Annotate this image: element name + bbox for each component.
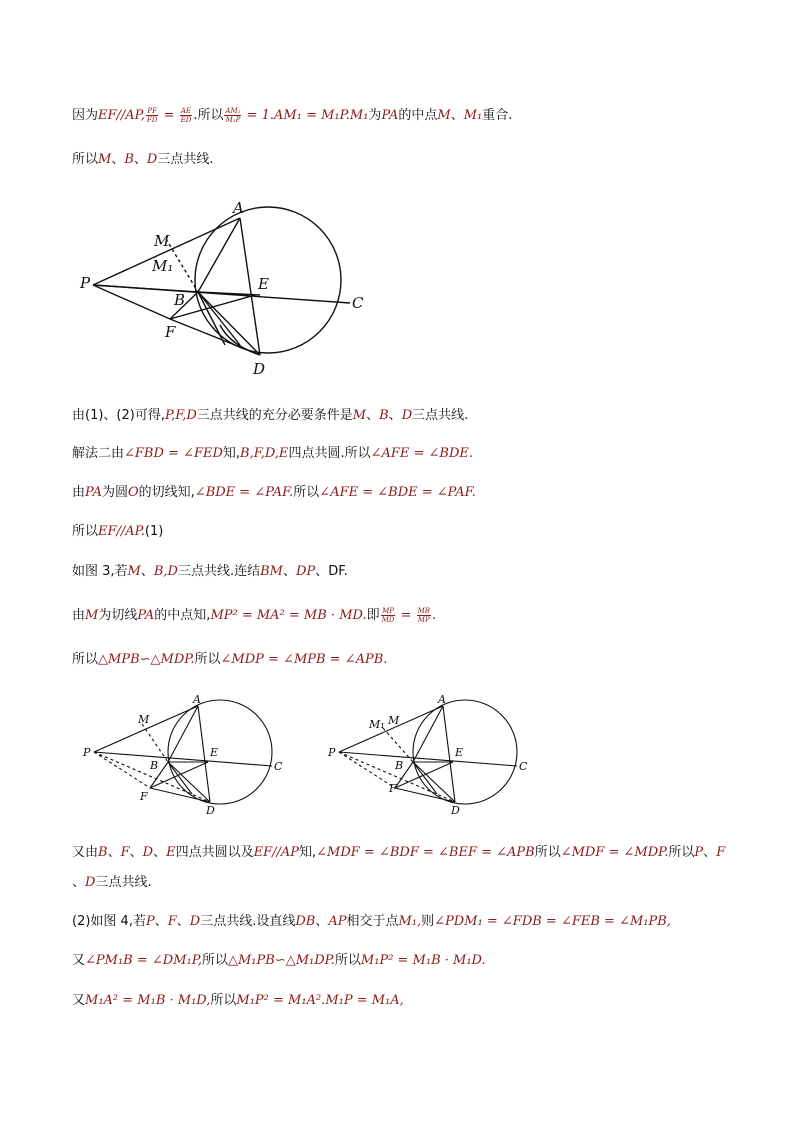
text-run: 、 [111,152,125,167]
math-run: AP [328,914,347,929]
math-run: D [189,914,201,929]
fig1-label-P: P [80,274,91,292]
fraction-denominator: MP [417,616,430,624]
math-run: D [85,875,96,890]
fig3-label-P: P [83,746,91,759]
fraction-numerator: MB [417,607,430,615]
text-run: 所以 [72,652,99,667]
math-run: M [85,608,99,623]
fig1-label-M: M [154,232,170,250]
math-run: BM [260,564,283,579]
text-run: 相交于点 [346,914,399,929]
text-run: 、 [129,845,143,860]
text-run: 知, [222,446,241,461]
text-run: 、 [176,914,190,929]
math-run: ∠PM₁B = ∠DM₁P, [85,953,202,968]
text-line-4 [72,444,473,464]
math-run: O [127,485,139,500]
text-run: 、 [153,845,167,860]
fig4-label-D: D [451,804,460,817]
math-run: ∠FBD = ∠FED [124,446,223,461]
fig3-label-C: C [274,760,283,773]
text-run: 解法二由 [72,446,125,461]
text-line-11 [72,873,152,893]
text-run: 为切线 [98,608,138,623]
fraction-denominator: M₁P [225,116,241,124]
math-run: PA [137,608,155,623]
fig3-label-E: E [210,746,219,759]
math-run: PA [381,108,399,123]
text-run: 所以 [194,652,221,667]
math-run: ∠AFE = ∠BDE. [370,446,474,461]
text-run: .所以 [193,108,224,123]
fig1-label-E: E [258,275,269,293]
text-run: 、 [315,914,329,929]
math-run: ∠MDF = ∠BDF = ∠BEF = ∠APB [316,845,535,860]
fig4-label-C: C [519,760,528,773]
fig1-label-F: F [165,323,176,341]
text-run: 因为 [72,108,99,123]
figure-4 [325,692,545,822]
text-line-12 [72,912,671,932]
text-run: 、 [450,108,464,123]
math-run: M₁ [463,108,483,123]
math-run: EF//AP [253,845,300,860]
text-run: 、 [703,845,717,860]
text-line-5 [72,483,476,503]
text-run: 三点共线. [157,152,214,167]
math-run: F [120,845,130,860]
math-run: B [98,845,108,860]
text-run: 、 [72,875,86,890]
fraction-numerator: AM₁ [225,107,241,115]
math-run: M₁, [398,914,422,929]
text-run: 三点共线.连结 [177,564,261,579]
fraction [180,107,193,124]
fraction-numerator: AE [180,107,192,115]
text-run: 为圆 [101,485,128,500]
fraction-numerator: MP [382,607,394,615]
text-line-3 [72,406,468,426]
text-run: 又由 [72,845,99,860]
fig4-label-A: A [438,693,446,706]
text-run: 由(1)、(2)可得, [72,408,165,423]
math-run: E [166,845,176,860]
text-run: 所以 [201,953,228,968]
math-run: D [146,152,158,167]
text-run: 由 [72,608,86,623]
text-run: 的中点知, [154,608,211,623]
text-run: 、 [366,408,380,423]
math-run: ∠PDM₁ = ∠FDB = ∠FEB = ∠M₁PB, [434,914,671,929]
text-run: 的切线知, [138,485,195,500]
fig4-label-M1: M₁ [369,718,385,731]
text-run: 、 [133,152,147,167]
math-run: D [401,408,413,423]
fig4-label-P: P [328,746,336,759]
fraction [417,607,431,624]
text-line-6 [72,522,163,542]
fig3-label-B: B [150,759,159,772]
fraction-denominator: MD [381,616,395,624]
fig3-label-F: F [140,790,148,803]
text-run: 、DF. [315,564,348,579]
math-run: ∠BDE = ∠PAF. [194,485,294,500]
math-run: = [159,108,179,123]
text-run: 的中点 [398,108,438,123]
figure-3 [80,692,300,822]
text-run: 知, [299,845,317,860]
text-run: 则 [421,914,435,929]
fraction [381,607,396,624]
math-run: B [379,408,389,423]
text-run: 所以 [72,524,99,539]
math-run: ∠MDP = ∠MPB = ∠APB. [220,652,388,667]
text-run: 、 [388,408,402,423]
text-run: (2)如图 4,若 [72,914,146,929]
text-run: 四点共圆以及 [175,845,254,860]
math-run: F [716,845,726,860]
text-run: 为 [368,108,382,123]
text-run: 如图 3,若 [72,564,128,579]
text-line-2 [72,150,214,170]
math-run: B,D [153,564,178,579]
text-line-8 [72,606,436,626]
math-run: MP² = MA² = MB · MD. [210,608,367,623]
text-run: 所以 [293,485,320,500]
math-run: PA [85,485,102,500]
math-run: AM₁ = M₁P. [274,108,350,123]
text-line-7 [72,562,348,582]
fig4-label-B: B [395,759,404,772]
text-line-10 [72,843,725,863]
text-run: 三点共线.设直线 [200,914,296,929]
text-run: 三点共线. [95,875,152,890]
fig1-label-B: B [174,291,186,309]
math-run: M₁P² = M₁A². [236,993,326,1008]
fig3-label-D: D [206,804,215,817]
text-run: 又 [72,993,86,1008]
fraction-denominator: ED [180,116,192,124]
math-run: P [145,914,155,929]
fig1-label-M1: M₁ [152,257,174,275]
text-run: 所以 [334,953,361,968]
math-run: ∠AFE = ∠BDE = ∠PAF. [319,485,476,500]
math-run: M₁P = M₁A, [325,993,404,1008]
math-run: = [396,608,416,623]
math-run: ∠MDF = ∠MDP. [560,845,669,860]
text-run: 三点共线的充分必要条件是 [196,408,353,423]
text-run: 所以 [210,993,237,1008]
math-run: F [167,914,177,929]
fig4-label-M: M [388,714,400,727]
math-run: M₁A² = M₁B · M₁D, [85,993,211,1008]
text-line-9 [72,650,387,670]
math-run: M [437,108,451,123]
math-run: △MPB∽△MDP. [98,652,195,667]
text-run: 、 [107,845,121,860]
text-run: 即 [366,608,380,623]
math-run: M₁P² = M₁B · M₁D. [360,953,486,968]
fraction [224,107,241,124]
math-run: . [431,608,437,623]
text-run: 由 [72,485,86,500]
math-run: M [127,564,141,579]
math-run: EF//AP, [98,108,145,123]
fig1-label-D: D [253,360,266,378]
text-run: 所以 [534,845,561,860]
math-run: M [352,408,367,423]
text-line-14 [72,991,404,1011]
fig4-label-E: E [455,746,464,759]
fig1-label-C: C [352,294,364,312]
fraction-denominator: FD [146,116,158,124]
math-run: EF//AP. [98,524,145,539]
text-run: 又 [72,953,86,968]
math-run: P,F,D [164,408,197,423]
text-run: 、 [154,914,168,929]
math-run: M₁ [349,108,369,123]
text-run: 、 [283,564,297,579]
math-run: DP [296,564,316,579]
text-run: (1) [144,524,164,539]
text-line-1 [72,106,512,126]
text-run: 四点共圆.所以 [288,446,371,461]
math-run: M [98,152,112,167]
fig3-label-A: A [193,693,201,706]
math-run: P [694,845,704,860]
fig3-label-M: M [138,713,150,726]
fig1-label-A: A [233,199,244,217]
figure-1 [70,195,390,380]
math-run: B [124,152,134,167]
text-run: 三点共线. [412,408,469,423]
text-run: 所以 [668,845,695,860]
fraction [146,107,158,124]
math-run: B,F,D,E [240,446,289,461]
text-line-13 [72,951,486,971]
fraction-numerator: PF [147,107,157,115]
text-run: 重合. [482,108,513,123]
math-run: = 1. [242,108,275,123]
fig4-label-F: F [389,782,397,795]
text-run: 所以 [72,152,99,167]
math-run: D [142,845,154,860]
math-run: DB [295,914,316,929]
text-run: 、 [140,564,154,579]
math-run: △M₁PB∽△M₁DP. [228,953,335,968]
